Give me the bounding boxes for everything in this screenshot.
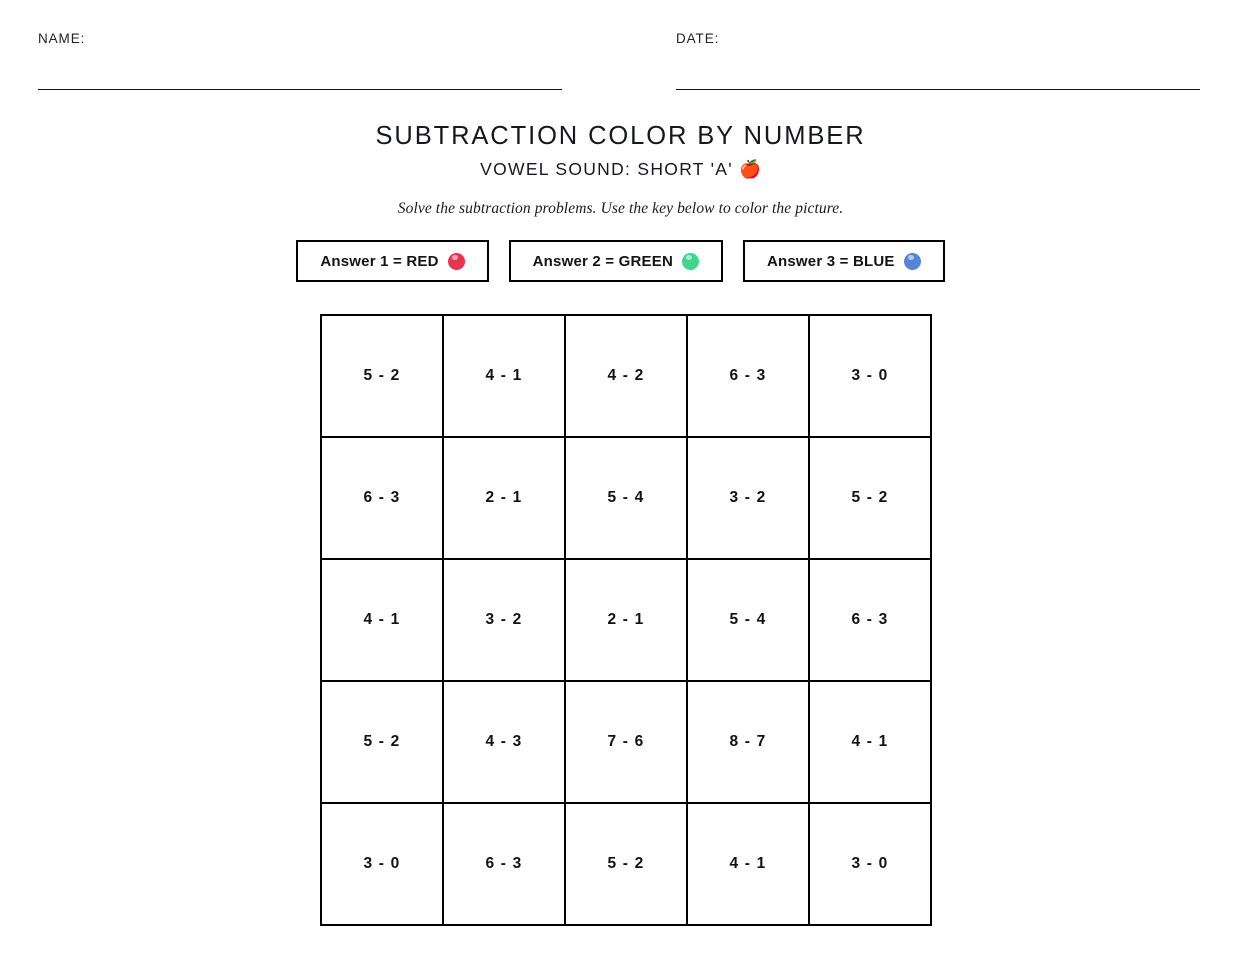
page-subtitle bbox=[0, 156, 1241, 182]
grid-cell-r5-c4[interactable] bbox=[687, 803, 809, 925]
problem-text: 2 - 1 bbox=[607, 611, 645, 628]
key-label-blue: Answer 3 = BLUE bbox=[766, 252, 895, 270]
problem-text: 4 - 1 bbox=[363, 611, 401, 628]
name-field bbox=[38, 30, 562, 90]
apple-icon: 🍎 bbox=[739, 159, 761, 179]
name-label: NAME: bbox=[38, 31, 86, 46]
grid-cell-r4-c5[interactable] bbox=[809, 681, 931, 803]
problem-text: 5 - 2 bbox=[851, 489, 889, 506]
subtitle-text: VOWEL SOUND: SHORT 'A' bbox=[480, 159, 733, 179]
grid-cell-r1-c1[interactable] bbox=[321, 315, 443, 437]
grid-cell-r5-c3[interactable] bbox=[565, 803, 687, 925]
title-block bbox=[0, 120, 1241, 182]
date-field bbox=[676, 30, 1200, 90]
grid-cell-r5-c1[interactable] bbox=[321, 803, 443, 925]
green-circle-icon bbox=[682, 253, 699, 270]
grid-cell-r1-c2[interactable] bbox=[443, 315, 565, 437]
problem-text: 7 - 6 bbox=[607, 733, 645, 750]
grid-cell-r2-c3[interactable] bbox=[565, 437, 687, 559]
problem-text: 3 - 0 bbox=[851, 367, 889, 384]
problem-text: 4 - 3 bbox=[485, 733, 523, 750]
grid-cell-r2-c5[interactable] bbox=[809, 437, 931, 559]
problem-text: 6 - 3 bbox=[363, 489, 401, 506]
grid-row bbox=[321, 559, 931, 681]
problem-text: 5 - 4 bbox=[729, 611, 767, 628]
problem-text: 5 - 2 bbox=[607, 855, 645, 872]
grid-cell-r5-c5[interactable] bbox=[809, 803, 931, 925]
grid-cell-r5-c2[interactable] bbox=[443, 803, 565, 925]
problem-grid-body bbox=[321, 315, 931, 925]
grid-row bbox=[321, 437, 931, 559]
grid-cell-r4-c4[interactable] bbox=[687, 681, 809, 803]
grid-cell-r1-c5[interactable] bbox=[809, 315, 931, 437]
problem-text: 6 - 3 bbox=[851, 611, 889, 628]
grid-row bbox=[321, 803, 931, 925]
problem-text: 4 - 1 bbox=[485, 367, 523, 384]
red-circle-icon bbox=[448, 253, 465, 270]
problem-text: 5 - 2 bbox=[363, 367, 401, 384]
name-write-line[interactable] bbox=[38, 89, 562, 90]
instructions-text: Solve the subtraction problems. Use the key below to color the picture. bbox=[397, 200, 844, 217]
grid-cell-r2-c4[interactable] bbox=[687, 437, 809, 559]
grid-row bbox=[321, 315, 931, 437]
problem-text: 6 - 3 bbox=[485, 855, 523, 872]
key-item-red bbox=[296, 240, 488, 282]
key-item-blue bbox=[743, 240, 945, 282]
date-write-line[interactable] bbox=[676, 89, 1200, 90]
problem-text: 3 - 0 bbox=[363, 855, 401, 872]
problem-text: 4 - 2 bbox=[607, 367, 645, 384]
grid-cell-r3-c4[interactable] bbox=[687, 559, 809, 681]
problem-text: 5 - 2 bbox=[363, 733, 401, 750]
problem-text: 6 - 3 bbox=[729, 367, 767, 384]
problem-text: 2 - 1 bbox=[485, 489, 523, 506]
key-label-green: Answer 2 = GREEN bbox=[532, 252, 673, 270]
grid-cell-r2-c1[interactable] bbox=[321, 437, 443, 559]
grid-cell-r4-c1[interactable] bbox=[321, 681, 443, 803]
problem-grid bbox=[320, 314, 932, 926]
color-key bbox=[0, 240, 1241, 286]
grid-cell-r3-c2[interactable] bbox=[443, 559, 565, 681]
header-fields bbox=[0, 0, 1241, 110]
grid-row bbox=[321, 681, 931, 803]
page-title: SUBTRACTION COLOR BY NUMBER bbox=[375, 122, 866, 150]
problem-text: 5 - 4 bbox=[607, 489, 645, 506]
problem-text: 3 - 2 bbox=[729, 489, 767, 506]
key-label-red: Answer 1 = RED bbox=[320, 252, 439, 270]
grid-cell-r3-c5[interactable] bbox=[809, 559, 931, 681]
problem-text: 8 - 7 bbox=[729, 733, 767, 750]
problem-grid-wrapper bbox=[320, 314, 932, 926]
grid-cell-r4-c3[interactable] bbox=[565, 681, 687, 803]
grid-cell-r1-c3[interactable] bbox=[565, 315, 687, 437]
grid-cell-r3-c1[interactable] bbox=[321, 559, 443, 681]
problem-text: 4 - 1 bbox=[851, 733, 889, 750]
grid-cell-r4-c2[interactable] bbox=[443, 681, 565, 803]
grid-cell-r3-c3[interactable] bbox=[565, 559, 687, 681]
grid-cell-r1-c4[interactable] bbox=[687, 315, 809, 437]
date-label: DATE: bbox=[676, 31, 720, 46]
problem-text: 4 - 1 bbox=[729, 855, 767, 872]
problem-text: 3 - 2 bbox=[485, 611, 523, 628]
blue-circle-icon bbox=[904, 253, 921, 270]
key-item-green bbox=[509, 240, 723, 282]
problem-text: 3 - 0 bbox=[851, 855, 889, 872]
grid-cell-r2-c2[interactable] bbox=[443, 437, 565, 559]
